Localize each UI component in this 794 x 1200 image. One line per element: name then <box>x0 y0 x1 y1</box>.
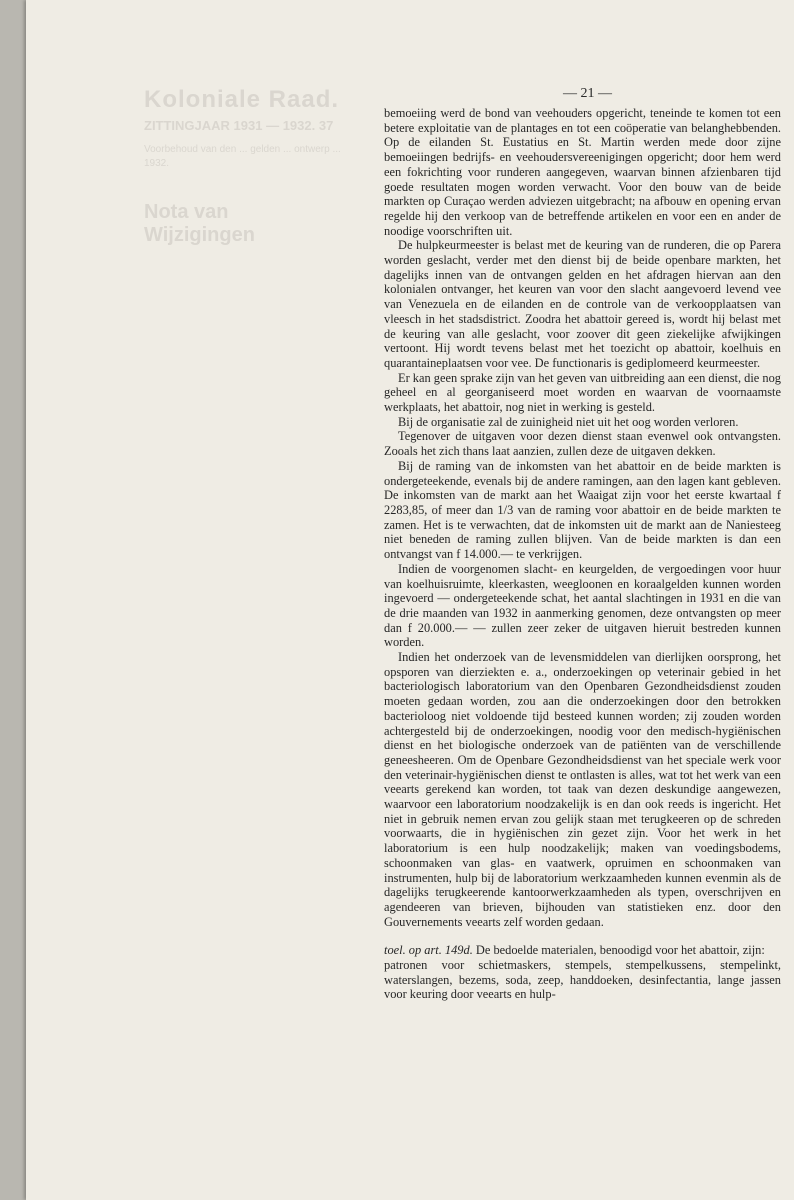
paragraph: Er kan geen sprake zijn van het geven van uitbreiding aan een dienst, die nog geheel en al georganiseerd moet worden en waarvan de voornaamste werkplaats, het abattoir, nog niet in werking is gesteld. <box>384 370 781 415</box>
paragraph: Tegenover de uitgaven voor dezen dienst staan evenwel ook ontvangsten. Zooals het zich thans laat aanzien, zullen deze de uitgaven dekken. <box>384 429 781 459</box>
bleed-through-text <box>144 86 344 247</box>
paragraph: Bij de raming van de inkomsten van het abattoir en de beide markten is ondergeteekende, evenals bij de andere ramingen, aan den lagen kant gebleven. De inkomsten van de markt aan het Waaigat zijn voor het eerste kwartaal f 2283,85, of meer dan 1/3 van de raming voor abattoir en de beide markten te zamen. Het is te verwachten, dat de inkomsten uit de markt aan de Naniesteeg niet beneden de raming zullen blijven. Van de beide markten is dan een ontvangst van f 14.000.— te verkrijgen. <box>384 458 781 562</box>
paragraph: De hulpkeurmeester is belast met de keuring van de runderen, die op Parera worden geslacht, verder met den dienst bij de beide openbare markten, het dagelijks innen van de ontvangen gelden en het afdragen hiervan aan den kolonialen ontvanger, het keuren van voor den slacht aangevoerd levend vee van Venezuela en de eilanden en de controle van de verkoopplaatsen van vleesch in het stadsdistrict. Zoodra het abattoir gereed is, wordt hij belast met de keuring van alle geslacht, voor zoover dit geen ziekelijke afwijkingen vertoont. Hij wordt tevens belast met het toezicht op abattoir, koelhuis en quarantaineplaatsen voor vee. De functionaris is gediplomeerd keurmeester. <box>384 238 781 370</box>
body-text <box>384 106 781 1002</box>
article-note-continuation: patronen voor schietmaskers, stempels, stempelkussens, stempelinkt, waterslangen, bezems, soda, zeep, handdoeken, desinfectantia, lange jassen voor keuring door veearts en hulp- <box>384 958 781 1002</box>
paragraph: Bij de organisatie zal de zuinigheid niet uit het oog worden verloren. <box>398 414 739 429</box>
page-number: — 21 — <box>563 86 612 101</box>
bleed-lines: Voorbehoud van den ... gelden ... ontwerp ... 1932. <box>144 144 341 169</box>
bleed-title: Koloniale Raad. <box>144 86 340 113</box>
document-page <box>26 0 794 1200</box>
article-note-text: De bedoelde materialen, benoodigd voor het abattoir, zijn: <box>472 943 765 958</box>
article-reference: toel. op art. 149d. <box>384 943 473 958</box>
bleed-heading: Nota van Wijzigingen <box>144 201 255 246</box>
bleed-subtitle: ZITTINGJAAR 1931 — 1932. 37 <box>144 118 334 133</box>
paragraph: bemoeiing werd de bond van veehouders opgericht, teneinde te komen tot een betere exploitatie van de plantages en tot een coöperatie van belanghebbenden. Op de eilanden St. Eustatius en St. Martin werden mede door zijne bemoeiingen bedrijfs- en veehoudersvereenigingen opgericht; door hem werd een fokrichting voor runderen aangegeven, waarvan binnen afzienbaren tijd goede resultaten mogen worden verwacht. Voor den bouw van de beide markten op Curaçao werden adviezen uitgebracht; na afbouw en opening ervan regelde hij den verkoop van de betreffende artikelen en voor een en ander de noodige voorschriften uit. <box>384 106 781 238</box>
article-note <box>384 943 781 958</box>
paragraph: Indien het onderzoek van de levensmiddelen van dierlijken oorsprong, het opsporen van dierziekten e. a., onderzoekingen op veterinair gebied in het bacteriologisch laboratorium van den Openbaren Gezondheidsdienst zouden moeten gedaan worden, zou aan die onderzoekingen door den betrokken bacterioloog niet voldoende tijd besteed kunnen worden; zij zouden worden achtergesteld bij de onderzoekingen, noodig voor den medisch-hygiënischen dienst en het biologische onderzoek van de patiënten van de verschillende geneesheeren. Om de Openbare Gezondheidsdienst van het speciale werk voor den veterinair-hygiënischen dienst te ontlasten is alles, wat tot het werk van een veearts gerekend kan worden, tot taak van dezen deskundige aangewezen, waarvoor een laboratorium noodzakelijk is en dan ook reeds is ingericht. Het niet in gebruik nemen ervan zou gelijk staan met terugkeeren op de schreden voorwaarts, die in hygiënischen zin gezet zijn. Voor het werk in het laboratorium is een hulp noodzakelijk; maken van voedingsbodems, schoonmaken van glas- en vaatwerk, opruimen en schoonmaken van instrumenten, hulp bij de laboratorium werkzaamheden kunnen evenmin als de dagelijks terugkeerende kantoorwerkzaamheden als typen, overschrijven en agendeeren van brieven, bijhouden van statistieken enz. door den Gouvernements veearts zelf worden gedaan. <box>384 650 781 929</box>
paragraph: Indien de voorgenomen slacht- en keurgelden, de vergoedingen voor huur van koelhuisruimte, kleerkasten, weegloonen en koraalgelden kunnen worden ingevoerd — ondergeteekende schat, het aantal slachtingen in 1931 en die van de drie maanden van 1932 in aanmerking genomen, deze ontvangsten op meer dan f 20.000.— — zullen zeer zeker de uitgaven hieruit bestreden kunnen worden. <box>384 561 781 650</box>
